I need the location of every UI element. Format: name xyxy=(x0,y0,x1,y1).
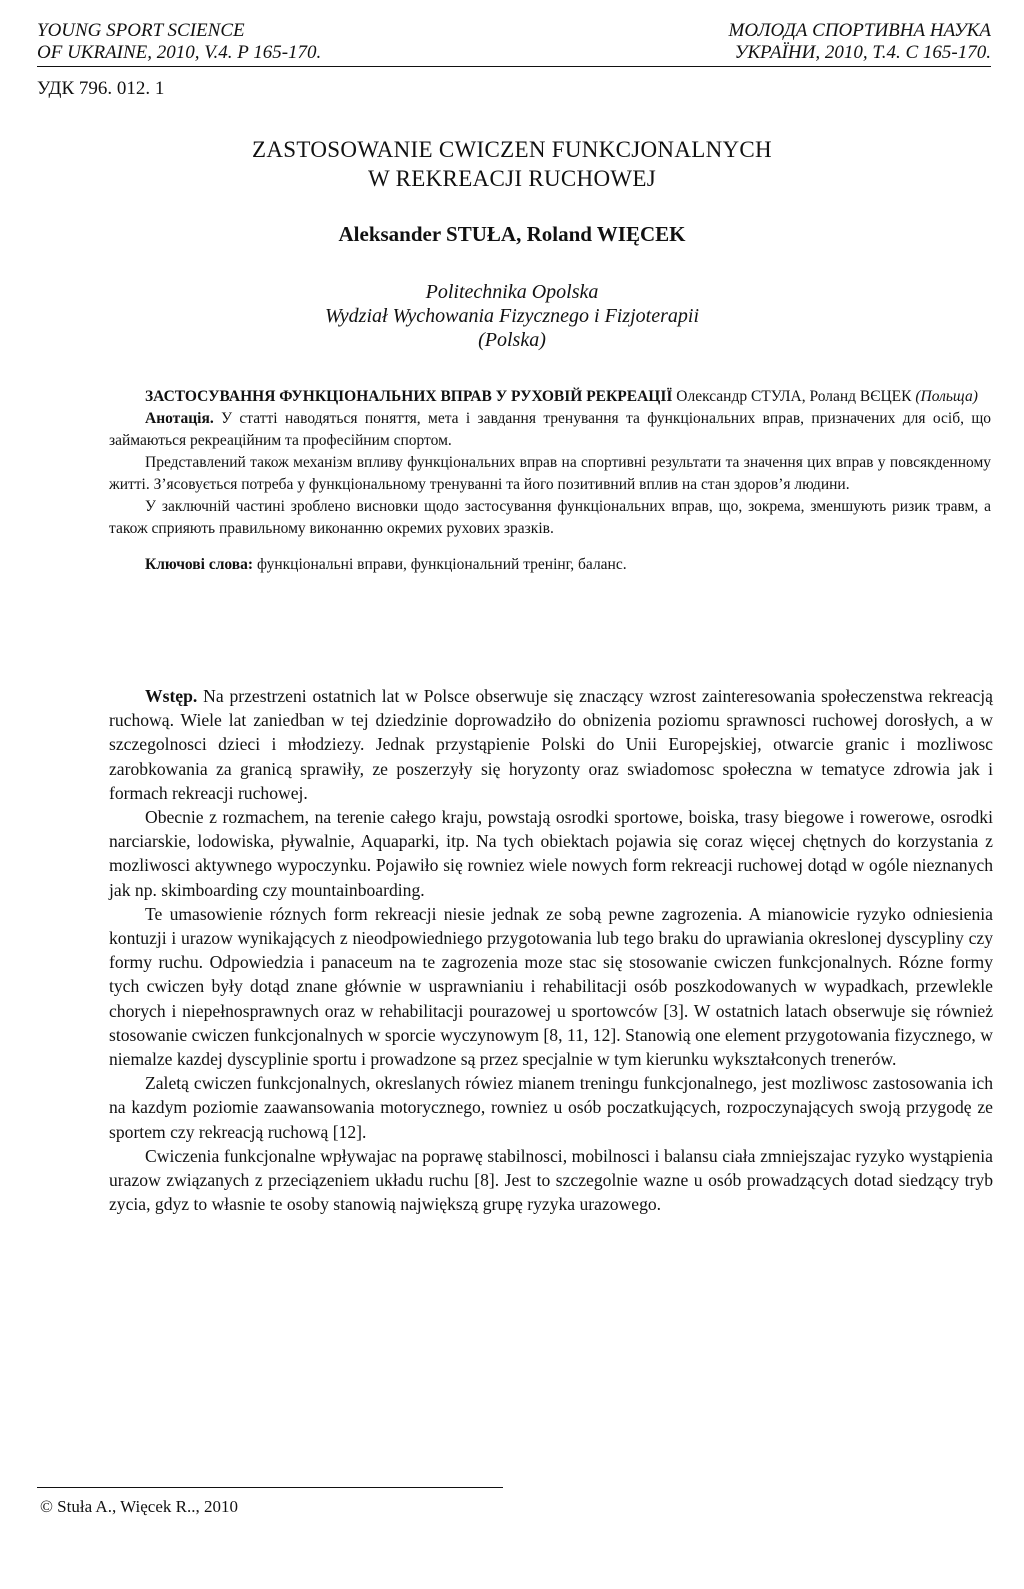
abstract-ua-authors: Олександр СТУЛА, Роланд ВЄЦЕК xyxy=(676,388,912,405)
abstract-label: Анотація. xyxy=(145,410,214,427)
journal-name-ua: МОЛОДА СПОРТИВНА НАУКА xyxy=(728,20,991,41)
article-authors: Aleksander STUŁA, Roland WIĘCEK xyxy=(338,222,686,246)
journal-header-ua xyxy=(729,20,991,64)
title-line-1: ZASTOSOWANIE CWICZEN FUNKCJONALNYCH xyxy=(252,137,772,162)
journal-issue-en: OF UKRAINE, 2010, V.4. P 165-170. xyxy=(37,42,322,63)
affiliation-country: (Polska) xyxy=(478,329,546,351)
body-p1-text: Na przestrzeni ostatnich lat w Polsce obserwuje się znaczący wzrost zainteresowania społeczenstwa rekreacją ruchową. Wiele lat zaniedban w tej dziedzinie doprowadziło do obnizenia poziomu sprawnosci ruchowej dorosłych, a w szczegolnosci dzieci i młodziezy. Jednak przystąpienie Polski do Unii Europejskiej, otwarcie granic i mozliwosc zarobkowania za granicą sprawiły, ze poszerzyły się horyzonty oraz swiadomosc społeczna w tematyce zdrowia jak i formach rekreacji ruchowej. xyxy=(109,686,993,803)
affiliation xyxy=(0,280,1024,352)
copyright-footnote: © Stuła A., Więcek R.., 2010 xyxy=(40,1497,238,1516)
abstract-paragraph-1 xyxy=(109,408,991,452)
affiliation-faculty: Wydział Wychowania Fizycznego i Fizjoterapii xyxy=(324,305,700,327)
abstract-heading xyxy=(109,386,991,408)
journal-issue-ua: УКРАЇНИ, 2010, Т.4. С 165-170. xyxy=(734,42,991,63)
footnote-divider xyxy=(37,1487,503,1488)
abstract-paragraph-2: Представлений також механізм впливу функціональних вправ на спортивні результати та значення цих вправ у повсякденному житті. З’ясовується потреба у функціональному тренуванні та його позитивний вплив на стан здоров’я людини. xyxy=(109,454,991,493)
body-paragraph-2: Obecnie z rozmachem, na terenie całego kraju, powstają osrodki sportowe, boiska, trasy biegowe i rowerowe, osrodki narciarskie, lodowiska, pływalnie, Aquaparki, itp. Na tych obiektach pojawia się coraz więcej chętnych do korzystania z mozliwosci aktywnego wypoczynku. Pojawiło się rowniez wiele nowych form rekreacji ruchowej dotąd w ogóle nieznanych jak np. skimboarding czy mountainboarding. xyxy=(109,807,993,900)
journal-name-en: YOUNG SPORT SCIENCE xyxy=(37,20,245,41)
abstract-p1-text: У статті наводяться поняття, мета і завдання тренування та функціональних вправ, призначених для осіб, що займаються рекреаційним та професійним спортом. xyxy=(109,410,992,449)
article-title xyxy=(0,135,1024,193)
affiliation-university: Politechnika Opolska xyxy=(425,281,599,303)
journal-header-en xyxy=(37,20,321,64)
body-paragraph-3: Te umasowienie róznych form rekreacji niesie jednak ze sobą pewne zagrozenia. A mianowicie ryzyko odniesienia kontuzji i urazow wynikających z nieodpowiedniego przygotowania lub tego braku do uprawiania okreslonej dyscypliny czy formy ruchu. Odpowiedzia i panaceum na te zagrozenia moze stac się stosowanie cwiczen funkcjonalnych. Rózne formy tych cwiczen były dotąd znane głównie w usprawnianiu i rehabilitacji osób poszkodowanych w wypadkach, przewlekle chorych i niepełnosprawnych oraz w rehabilitacji pourazowej u sportowców [3]. W ostatnich latach obserwuje się również stosowanie cwiczen funkcjonalnych w sporcie wyczynowym [8, 11, 12]. Stanowią one element przygotowania fizycznego, w niemalze kazdej dyscyplinie sportu i prowadzone są przez specjalnie w tym kierunku wykształconych trenerów. xyxy=(109,903,993,1070)
body-paragraph-4: Zaletą cwiczen funkcjonalnych, okreslanych rówiez mianem treningu funkcjonalnego, jest mozliwosc zastosowania ich na kazdym poziomie zaawansowania motorycznego, rowniez u osób poczatkujących, rozpoczynających swoją przygodę ze sportem czy rekreacją ruchową [12]. xyxy=(109,1073,993,1142)
keywords xyxy=(109,554,991,576)
intro-label: Wstęp. xyxy=(145,686,198,706)
abstract-paragraph-3: У заключній частині зроблено висновки щодо застосування функціональних вправ, що, зокрема, зменшують ризик травм, а також сприяють правильному виконанню окремих рухових зразків. xyxy=(109,498,991,537)
udk-code: УДК 796. 012. 1 xyxy=(37,78,165,99)
title-line-2: W REKREACJI RUCHOWEJ xyxy=(368,166,656,191)
keywords-label: Ключові слова: xyxy=(145,556,254,573)
abstract-ua-title: ЗАСТОСУВАННЯ ФУНКЦІОНАЛЬНИХ ВПРАВ У РУХОВІЙ РЕКРЕАЦІЇ xyxy=(145,388,673,405)
body-paragraph-5: Cwiczenia funkcjonalne wpływajac na poprawę stabilnosci, mobilnosci i balansu ciała zmniejszajac ryzyko wystąpienia urazow związanych z przeciązeniem układu ruchu [8]. Jest to szczegolnie wazne u osób prowadzących dotad siedzący tryb zycia, gdyz to własnie te osoby stanowią największą grupę ryzyka urazowego. xyxy=(109,1145,993,1215)
article-body xyxy=(109,684,993,1216)
abstract-ua-country: (Польща) xyxy=(915,388,978,405)
header-divider xyxy=(37,66,991,67)
keywords-text: функціональні вправи, функціональний тренінг, баланс. xyxy=(256,556,627,573)
body-paragraph-1 xyxy=(109,684,993,805)
abstract-ua xyxy=(109,386,991,576)
